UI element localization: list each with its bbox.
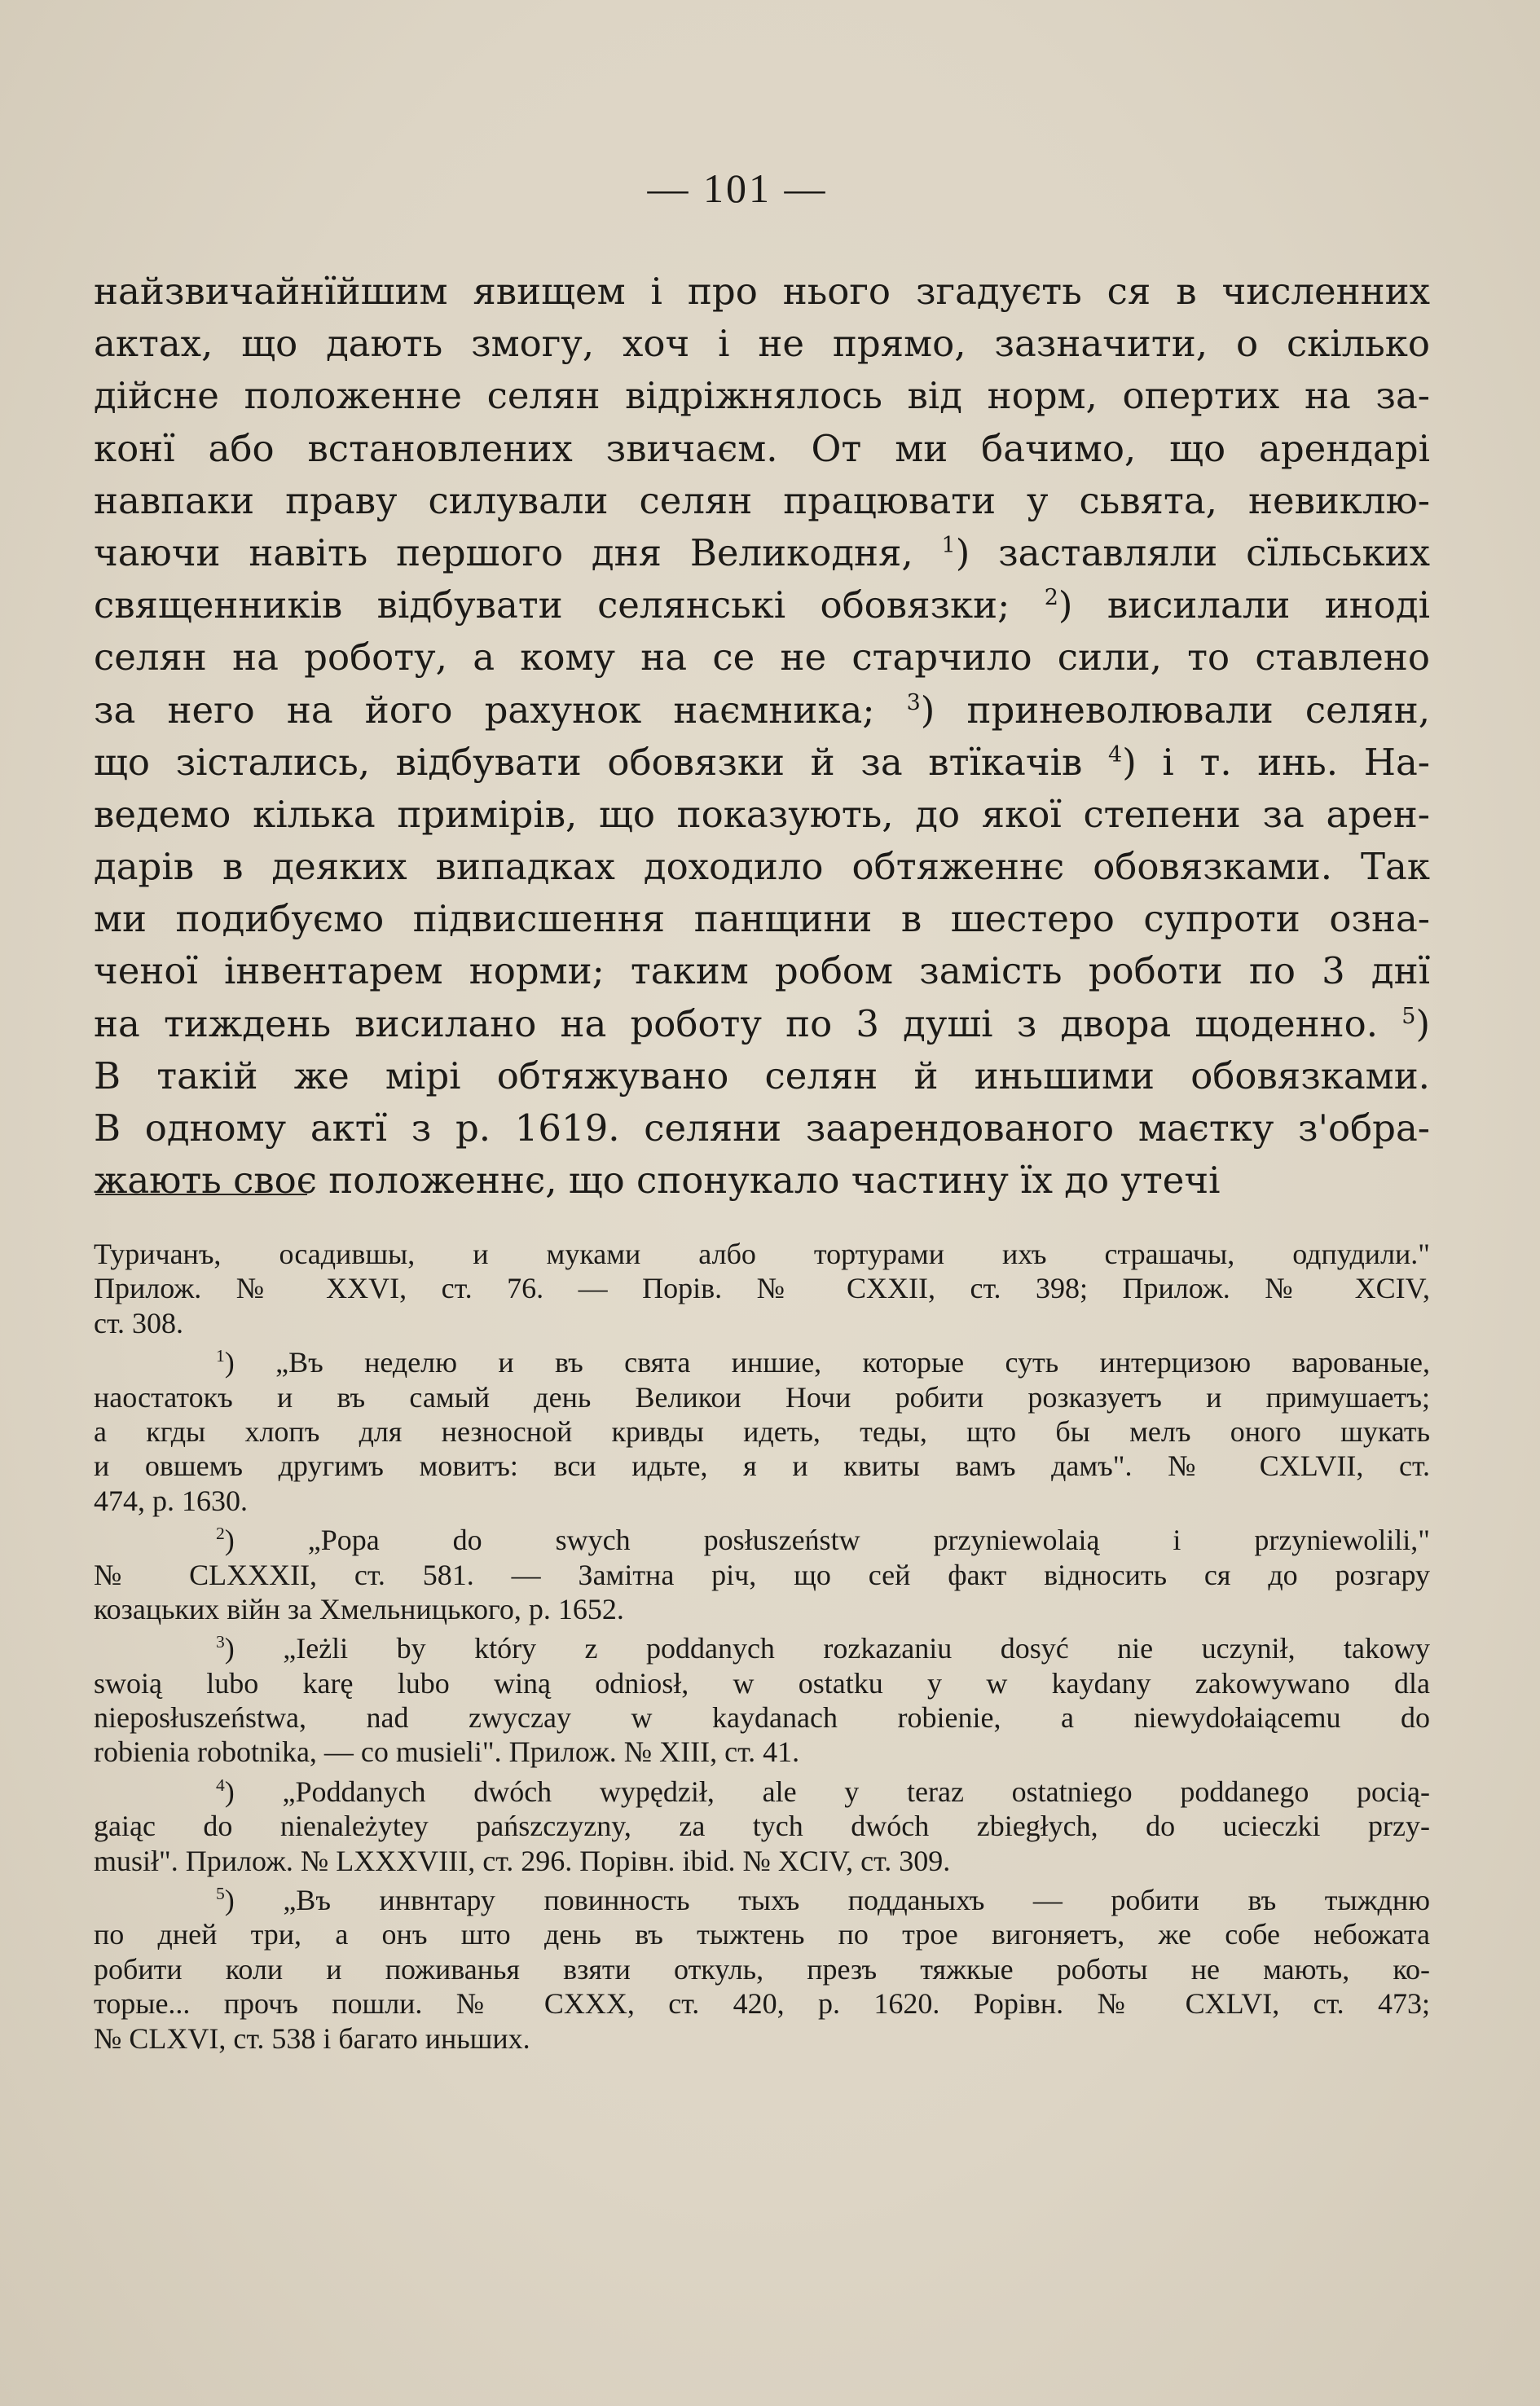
- footnote-line: а кгды хлопъ для незносной кривды идеть, теды, щто бы мелъ оного шукать: [94, 1414, 1430, 1448]
- footnote-line: $^1$) „Въ неделю и въ свята иншие, которые суть интерцизою варованые,: [216, 1346, 1430, 1379]
- text-segment: за него на його рахунок наємника;: [94, 688, 875, 732]
- text-line: навпаки праву силували селян працювати у сьвята, невиклю-: [94, 478, 1430, 522]
- main-text: [94, 266, 1430, 1207]
- text-line: ми подибуємо підвисшення панщини в шестеро супроти озна-: [94, 897, 1430, 941]
- footnote-line: робити коли и поживанья взяти откуль, презъ тяжкые роботы не мають, ко-: [94, 1952, 1430, 1986]
- text-segment: що зістались, відбувати обовязки й за втїкачів: [94, 740, 1083, 784]
- footnote-1: [94, 1345, 1430, 1518]
- page-number: — 101 —: [647, 165, 828, 211]
- footnote-text: „Ieżli by który z poddanych rozkazaniu dosyć nie uczynił, takowy: [283, 1632, 1430, 1665]
- text-line: чаючи навіть першого дня Великодня, $^1$) заставляли сїльських: [94, 530, 1430, 574]
- footnote-marker: 5: [216, 1884, 225, 1904]
- footnote-ref: 2: [1044, 584, 1058, 610]
- footnote-3: [94, 1631, 1430, 1770]
- footnote-line: козацьких війн за Хмельницького, р. 1652.: [94, 1592, 624, 1625]
- footnote-text: „Въ инвнтару повинность тыхъ подданыхъ — робити въ тыждню: [283, 1884, 1430, 1917]
- footnote-marker: 2: [216, 1524, 225, 1544]
- footnote-line: по дней три, а онъ што день въ тыжтень по трое вигоняетъ, же собе небожата: [94, 1918, 1430, 1951]
- text-segment: приневолювали селян,: [966, 688, 1430, 732]
- footnote-5: [94, 1883, 1430, 2056]
- text-line: священників відбувати селянські обовязки; $^2$) висилали иноді: [94, 583, 1430, 627]
- footnote-line: и овшемъ другимъ мовитъ: вси идьте, я и квиты вамъ дамъ". № CXLVII, ст.: [94, 1449, 1430, 1483]
- footnote-line: $^4$) „Poddanych dwóch wypędził, ale y teraz ostatniego poddanego pocią-: [216, 1775, 1430, 1808]
- footnote-line: № CLXVI, ст. 538 і багато иньших.: [94, 2021, 530, 2055]
- footnote-marker: 4: [216, 1775, 225, 1795]
- footnote-line: $^3$) „Ieżli by który z poddanych rozkazaniu dosyć nie uczynił, takowy: [216, 1632, 1430, 1665]
- footnote-line: Туричанъ, осадившы, и муками албо тортурами ихъ страшачы, одпудили.": [94, 1238, 1430, 1270]
- footnote-line: swoią lubo karę lubo winą odniosł, w ostatku y w kaydany zakowywano dla: [94, 1666, 1430, 1700]
- footnote-marker: 3: [216, 1632, 225, 1652]
- footnote-text: „Popa do swych posłuszeństw przyniewolaią i przyniewolili,": [307, 1524, 1430, 1557]
- footnote-ref: 3: [906, 689, 921, 715]
- footnotes: [94, 1237, 1430, 2061]
- text-line: ведемо кілька примірів, що показують, до якої степени за арен-: [94, 792, 1430, 836]
- text-segment: священників відбувати селянські обовязки;: [94, 583, 1010, 627]
- footnote-separator: [95, 1194, 307, 1195]
- text-line: за него на його рахунок наємника; $^3$) приневолювали селян,: [94, 688, 1430, 732]
- text-segment: заставляли сїльських: [998, 530, 1430, 574]
- text-line: на тиждень висилано на роботу по 3 душі з двора щоденно. $^5$): [94, 1001, 1430, 1045]
- footnote-line: Прилож. № XXVI, ст. 76. — Порів. № CXXII, ст. 398; Прилож. № XCIV,: [94, 1272, 1430, 1305]
- text-line: актах, що дають змогу, хоч і не прямо, зазначити, о скілько: [94, 322, 1430, 366]
- footnote-marker: 1: [216, 1346, 225, 1366]
- footnote-line: nieposłuszeństwa, nad zwyczay w kaydanach robienie, a niewydołaiącemu do: [94, 1701, 1430, 1735]
- footnote-line: gaiąc do nienależytey pańszczyzny, za tych dwóch zbiegłych, do ucieczki przy-: [94, 1810, 1430, 1843]
- text-line: селян на роботу, а кому на се не старчило сили, то ставлено: [94, 636, 1430, 680]
- footnote-line: торые... прочъ пошли. № CXXX, ст. 420, р. 1620. Рорівн. № CXLVI, ст. 473;: [94, 1987, 1430, 2021]
- text-line: дарів в деяких випадках доходило обтяженнє обовязками. Так: [94, 845, 1430, 889]
- text-line: ченої інвентарем норми; таким робом замість роботи по 3 днї: [94, 949, 1430, 993]
- text-line: В одному актї з р. 1619. селяни заарендованого маєтку з'обра-: [94, 1106, 1430, 1150]
- footnote-line: ст. 308.: [94, 1306, 184, 1339]
- footnote-text: „Въ неделю и въ свята иншие, которые суть интерцизою варованые,: [275, 1346, 1430, 1379]
- footnote-2: [94, 1523, 1430, 1626]
- text-line: жають своє положеннє, що спонукало частину їх до утечі: [94, 1159, 1221, 1203]
- footnote-ref: 1: [941, 532, 956, 558]
- text-segment: чаючи навіть першого дня Великодня,: [94, 530, 913, 574]
- footnote-ref: 4: [1108, 741, 1123, 768]
- footnote-line: 474, р. 1630.: [94, 1484, 248, 1517]
- text-line: найзвичайнїйшим явищем і про нього згадуєть ся в численних: [94, 270, 1430, 313]
- text-line: В такій же мірі обтяжувано селян й иньшими обовязками.: [94, 1053, 1430, 1097]
- footnote-line: $^5$) „Въ инвнтару повинность тыхъ подданыхъ — робити въ тыждню: [216, 1884, 1430, 1917]
- footnote-line: musił". Прилож. № LXXXVIII, ст. 296. Порівн. ibid. № XCIV, ст. 309.: [94, 1844, 951, 1877]
- footnote-continuation: [94, 1237, 1430, 1340]
- text-segment: і т. инь. На-: [1162, 740, 1430, 784]
- footnote-4: [94, 1775, 1430, 1878]
- text-line: що зістались, відбувати обовязки й за втїкачів $^4$) і т. инь. На-: [94, 740, 1430, 784]
- footnote-line: наостатокъ и въ самый день Великои Ночи робити розказуетъ и примушаетъ;: [94, 1380, 1430, 1414]
- text-segment: висилали иноді: [1107, 583, 1430, 627]
- footnote-line: № CLXXXII, ст. 581. — Замітна річ, що сей факт відносить ся до розгару: [94, 1558, 1430, 1591]
- footnote-text: „Poddanych dwóch wypędził, ale y teraz ostatniego poddanego pocią-: [282, 1775, 1430, 1808]
- footnote-line: robienia robotnika, — co musieli". Прилож. № XIII, ст. 41.: [94, 1735, 800, 1769]
- footnote-line: $^2$) „Popa do swych posłuszeństw przyniewolaią i przyniewolili,": [216, 1524, 1430, 1557]
- text-line: конї або встановлених звичаєм. От ми бачимо, що арендарі: [94, 426, 1430, 470]
- text-segment: на тиждень висилано на роботу по 3 душі з двора щоденно.: [94, 1001, 1379, 1045]
- text-line: дійсне положенне селян відріжнялось від норм, опертих на за-: [94, 374, 1430, 418]
- footnote-ref: 5: [1401, 1003, 1416, 1029]
